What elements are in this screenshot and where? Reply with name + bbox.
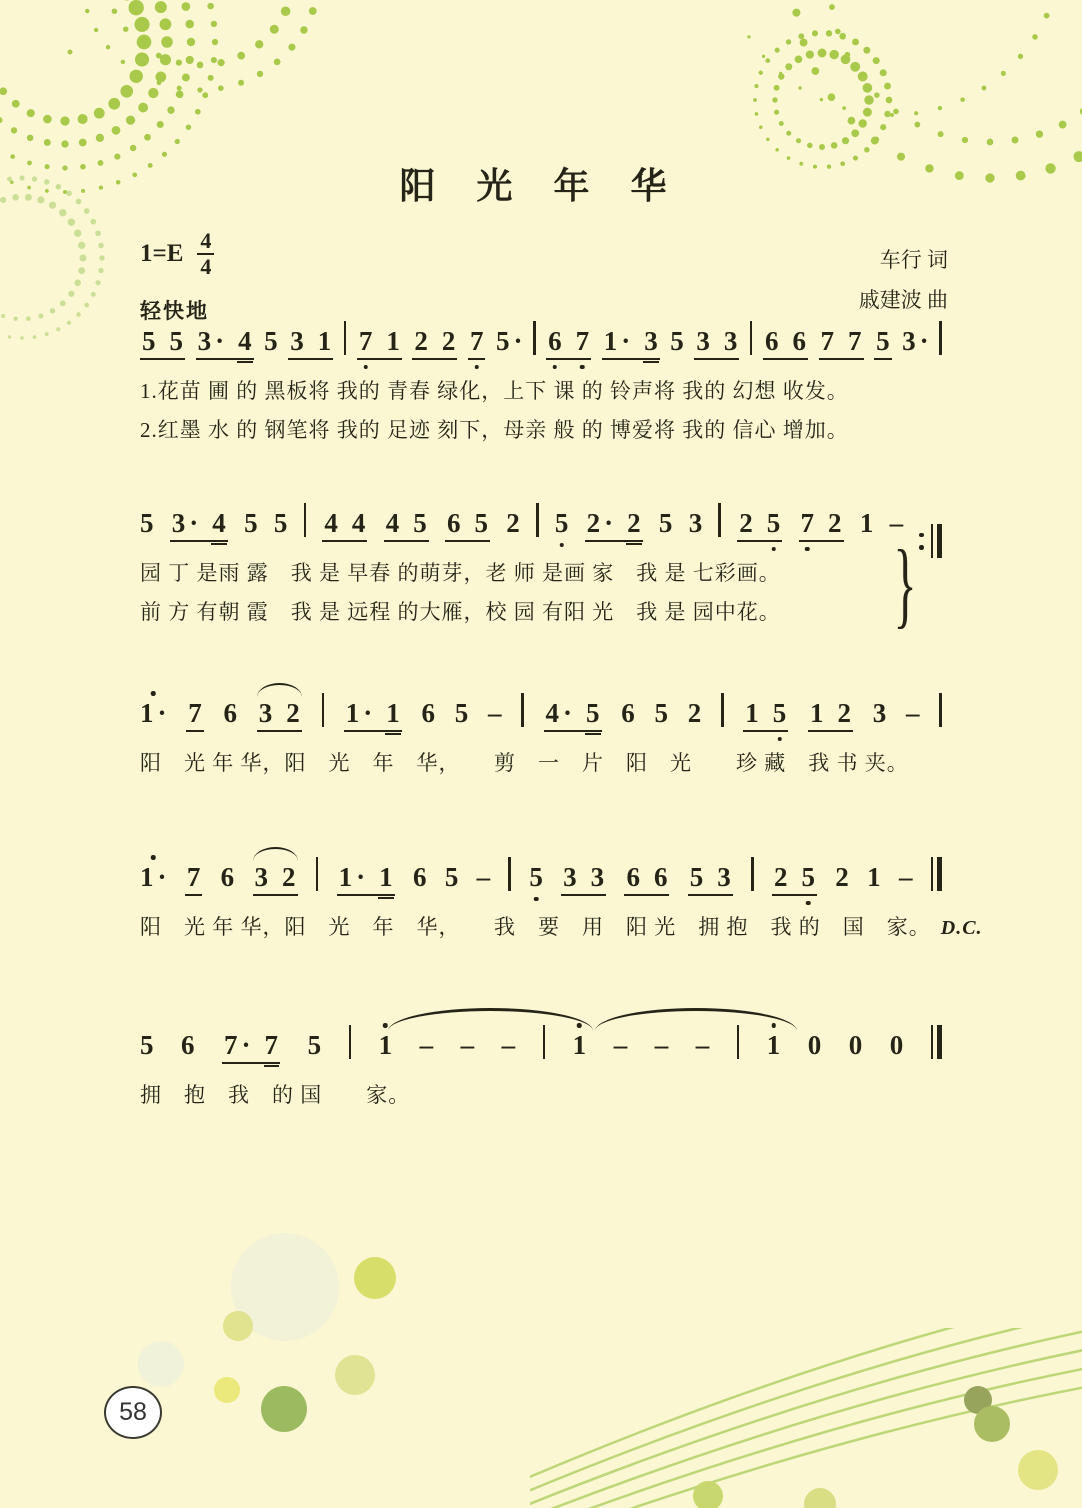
note: 7 · [224, 1030, 251, 1060]
note: 5 [169, 326, 183, 356]
note: 7 [801, 510, 815, 537]
high-octave-dot [151, 855, 156, 860]
note: 0 [889, 1030, 904, 1060]
second-beam [237, 361, 253, 364]
barline [939, 321, 942, 355]
note: 5 · [496, 326, 523, 356]
duration-dot: · [513, 326, 523, 356]
beam-group [357, 328, 402, 360]
final-barline [931, 1025, 942, 1059]
note: 3 [644, 328, 658, 355]
note: 7 [848, 326, 862, 356]
beam-group [585, 510, 643, 542]
barline [718, 503, 721, 537]
beam-group [624, 864, 669, 896]
duration-dot: · [604, 508, 614, 538]
beam-group [257, 700, 302, 732]
note: 4 · [545, 698, 573, 728]
note: 5 [474, 508, 488, 538]
high-octave-dot [151, 691, 156, 696]
notation-line [140, 688, 942, 738]
note: 3 [590, 862, 605, 892]
second-beam [378, 897, 394, 900]
low-octave-dot [805, 547, 810, 552]
beam-group [819, 328, 864, 360]
barline [508, 857, 511, 891]
lyric-line: 前 方 有朝 霞 我 是 远程 的大雁，校 园 有阳 光 我 是 园中花。 [140, 600, 781, 624]
note: – [654, 1030, 669, 1060]
note: 4 [351, 508, 366, 538]
note: 3 · [171, 508, 199, 538]
duration-dot: · [215, 326, 225, 356]
beam-group [186, 700, 204, 732]
beam-group [743, 700, 788, 732]
note: 5 [273, 508, 288, 538]
note: 1 [317, 326, 332, 356]
note: – [613, 1030, 628, 1060]
note: 2 [506, 508, 520, 538]
second-beam [643, 361, 659, 364]
slur-arc [257, 683, 302, 697]
note: 6 [413, 862, 427, 892]
note: 5 [801, 864, 815, 891]
system-5 [140, 1020, 942, 1109]
note: 5 [555, 510, 569, 537]
notation-line [140, 1020, 942, 1070]
barline [750, 321, 753, 355]
beam-group [384, 510, 429, 542]
second-beam [385, 733, 401, 736]
duration-dot: · [621, 326, 631, 356]
note: 6 [626, 862, 640, 892]
barline [533, 321, 536, 355]
tie-arc [595, 1008, 797, 1031]
page-number-badge: 58 [104, 1386, 162, 1439]
beam-group [337, 864, 395, 896]
note: 5 [244, 508, 258, 538]
note: – [898, 862, 913, 892]
note: – [476, 862, 491, 892]
note: 5 [876, 326, 890, 356]
beam-group [445, 510, 490, 542]
note: 3 [717, 862, 731, 892]
note: 6 [548, 328, 562, 355]
beam-group [222, 1032, 280, 1064]
note: 6 [653, 862, 668, 892]
beam-group [288, 328, 333, 360]
beam-group [688, 864, 733, 896]
tempo-marking: 轻快地 [140, 298, 209, 323]
verse-repeat-brace: } [893, 530, 917, 637]
note: 3 [563, 862, 577, 892]
beam-group [544, 700, 602, 732]
note: 0 [848, 1030, 863, 1060]
duration-dot: · [241, 1030, 251, 1060]
low-octave-dot [534, 897, 539, 902]
barline [721, 693, 724, 727]
beam-group [799, 510, 844, 542]
note: 6 [621, 698, 635, 728]
system-4 [140, 852, 983, 941]
page-title: 阳 光 年 华 [399, 166, 683, 206]
beam-group [737, 510, 782, 542]
barline [304, 503, 307, 537]
note: 5 [444, 862, 459, 892]
time-signature-denominator: 4 [200, 254, 212, 280]
note: 4 [212, 510, 226, 537]
system-3 [140, 688, 942, 777]
duration-dot: · [919, 326, 929, 356]
note: – [460, 1030, 475, 1060]
low-octave-dot [771, 547, 776, 552]
note: 1 [573, 1032, 587, 1059]
beam-group [874, 328, 892, 360]
note: 3 [290, 326, 304, 356]
beam-group [602, 328, 660, 360]
duration-dot: · [157, 698, 167, 728]
note: 5 [658, 508, 673, 538]
barline [349, 1025, 352, 1059]
note: 0 [807, 1030, 822, 1060]
barline [536, 503, 539, 537]
note: 2 · [586, 508, 614, 538]
note: 6 [792, 326, 806, 356]
note: 5 [140, 1030, 154, 1060]
beam-group [322, 510, 367, 542]
note: 5 [529, 864, 543, 891]
note: – [501, 1030, 516, 1060]
duration-dot: · [189, 508, 199, 538]
beam-group [546, 328, 591, 360]
note: 1 · [603, 326, 631, 356]
barline [316, 857, 319, 891]
second-beam [264, 1065, 280, 1068]
note: – [695, 1030, 710, 1060]
note: 1 [810, 698, 824, 728]
barline [939, 693, 942, 727]
note: 3 [688, 508, 703, 538]
note: 6 [421, 698, 436, 728]
note: 3 [258, 698, 273, 728]
note: 3 [872, 698, 887, 728]
barline [344, 321, 347, 355]
note: 1 [386, 326, 400, 356]
composer-credit: 戚建波 曲 [858, 288, 948, 312]
note: 1 [867, 862, 881, 892]
low-octave-dot [580, 365, 585, 370]
low-octave-dot [806, 901, 811, 906]
beam-group [763, 328, 808, 360]
high-octave-dot [383, 1023, 388, 1028]
note: 5 [140, 508, 154, 538]
da-capo-mark: D.C. [940, 917, 983, 939]
final-barline [931, 857, 942, 891]
note: 6 [764, 326, 779, 356]
note: 1 [859, 508, 874, 538]
repeat-barline [919, 524, 942, 558]
note: 1 · [338, 862, 366, 892]
beam-group [170, 510, 228, 542]
note: 7 [186, 862, 201, 892]
notation-line [140, 316, 942, 366]
note: 4 [238, 328, 252, 355]
second-beam [626, 543, 642, 546]
beam-group [412, 328, 457, 360]
note: 2 [282, 862, 296, 892]
system-2 [140, 498, 942, 637]
second-beam [211, 543, 227, 546]
beam-group [808, 700, 853, 732]
key-signature: 1=E [140, 240, 184, 268]
note: 5 [670, 326, 684, 356]
lyricist-credit: 车行 词 [879, 248, 948, 272]
note: – [419, 1030, 434, 1060]
system-1 [140, 316, 942, 444]
note: 1 [767, 1032, 781, 1059]
note: 3 · [197, 326, 225, 356]
note: 5 [586, 700, 600, 727]
beam-group [196, 328, 254, 360]
note: 2 [627, 510, 641, 537]
barline [521, 693, 524, 727]
beam-group [772, 864, 817, 896]
note: 6 [220, 862, 235, 892]
note: 2 [286, 698, 300, 728]
note: 5 [264, 326, 278, 356]
low-octave-dot [777, 737, 782, 742]
note: 7 [470, 328, 484, 355]
time-signature-numerator: 4 [200, 228, 212, 253]
note: 1 · [345, 698, 373, 728]
note: 7 [265, 1032, 279, 1059]
repeat-dots [919, 524, 924, 558]
low-octave-dot [559, 543, 564, 548]
beam-group [694, 328, 739, 360]
slur-arc [253, 847, 298, 861]
note: 5 [413, 508, 427, 538]
note: 5 [307, 1030, 322, 1060]
note: 1 [379, 864, 393, 891]
note: 1 [379, 1032, 393, 1059]
low-octave-dot [363, 365, 368, 370]
barline [751, 857, 754, 891]
beam-group [344, 700, 402, 732]
note: 2 [441, 326, 456, 356]
second-beam [585, 733, 601, 736]
note: 5 [767, 510, 781, 537]
note: – [906, 698, 920, 728]
tie-arc [388, 1008, 593, 1031]
note: 4 [385, 508, 400, 538]
note: 2 [828, 508, 842, 538]
notation-line [140, 852, 942, 902]
beam-group [468, 328, 486, 360]
note: 5 [689, 862, 704, 892]
note: 2 [837, 698, 852, 728]
lyric-line: 1.花苗 圃 的 黑板将 我的 青春 绿化，上下 课 的 铃声将 我的 幻想 收发。 [140, 379, 849, 403]
note: 7 [188, 698, 202, 728]
beam-group [140, 328, 185, 360]
note: 5 [142, 326, 156, 356]
note: 6 [181, 1030, 195, 1060]
duration-dot: · [563, 698, 573, 728]
note: 6 [223, 698, 238, 728]
note: 2 [835, 862, 849, 892]
lyric-line: 阳 光 年 华，阳 光 年 华， 我 要 用 阳 光 拥 抱 我 的 国 家。 D.C. [140, 915, 983, 939]
note: 2 [414, 326, 428, 356]
note: 2 [687, 698, 702, 728]
note: – [488, 698, 502, 728]
note: 2 [773, 862, 788, 892]
note: 5 [654, 698, 669, 728]
note: 4 [324, 508, 338, 538]
note: 7 [359, 328, 373, 355]
lyric-line: 2.红墨 水 的 钢笔将 我的 足迹 刻下，母亲 般 的 博爱将 我的 信心 增加。 [140, 418, 849, 442]
duration-dot: · [356, 862, 366, 892]
duration-dot: · [157, 862, 167, 892]
note: 3 [696, 326, 710, 356]
lyric-line: 园 丁 是雨 露 我 是 早春 的萌芽，老 师 是画 家 我 是 七彩画。 [140, 561, 781, 585]
beam-group [185, 864, 203, 896]
note: 3 [254, 862, 268, 892]
duration-dot: · [363, 698, 373, 728]
note: 3 [723, 326, 738, 356]
notation-line [140, 498, 942, 548]
lyric-line: 阳 光 年 华，阳 光 年 华， 剪 一 片 阳 光 珍 藏 我 书 夹。 [140, 751, 909, 775]
note: 7 [576, 328, 590, 355]
note: 1 [745, 698, 759, 728]
note: 1 · [140, 864, 167, 891]
lyric-line: 拥 抱 我 的 国 家。 [140, 1083, 411, 1107]
note: 5 [454, 698, 469, 728]
note: 7 [820, 326, 835, 356]
beam-group [253, 864, 298, 896]
low-octave-dot [553, 365, 558, 370]
low-octave-dot [474, 365, 479, 370]
note: 3 · [902, 326, 929, 356]
beam-group [561, 864, 606, 896]
note: 6 [446, 508, 461, 538]
note: 1 [386, 700, 400, 727]
note: – [889, 508, 904, 538]
note: 5 [773, 700, 787, 727]
barline [322, 693, 325, 727]
note: 1 · [140, 700, 167, 727]
note: 2 [739, 508, 753, 538]
